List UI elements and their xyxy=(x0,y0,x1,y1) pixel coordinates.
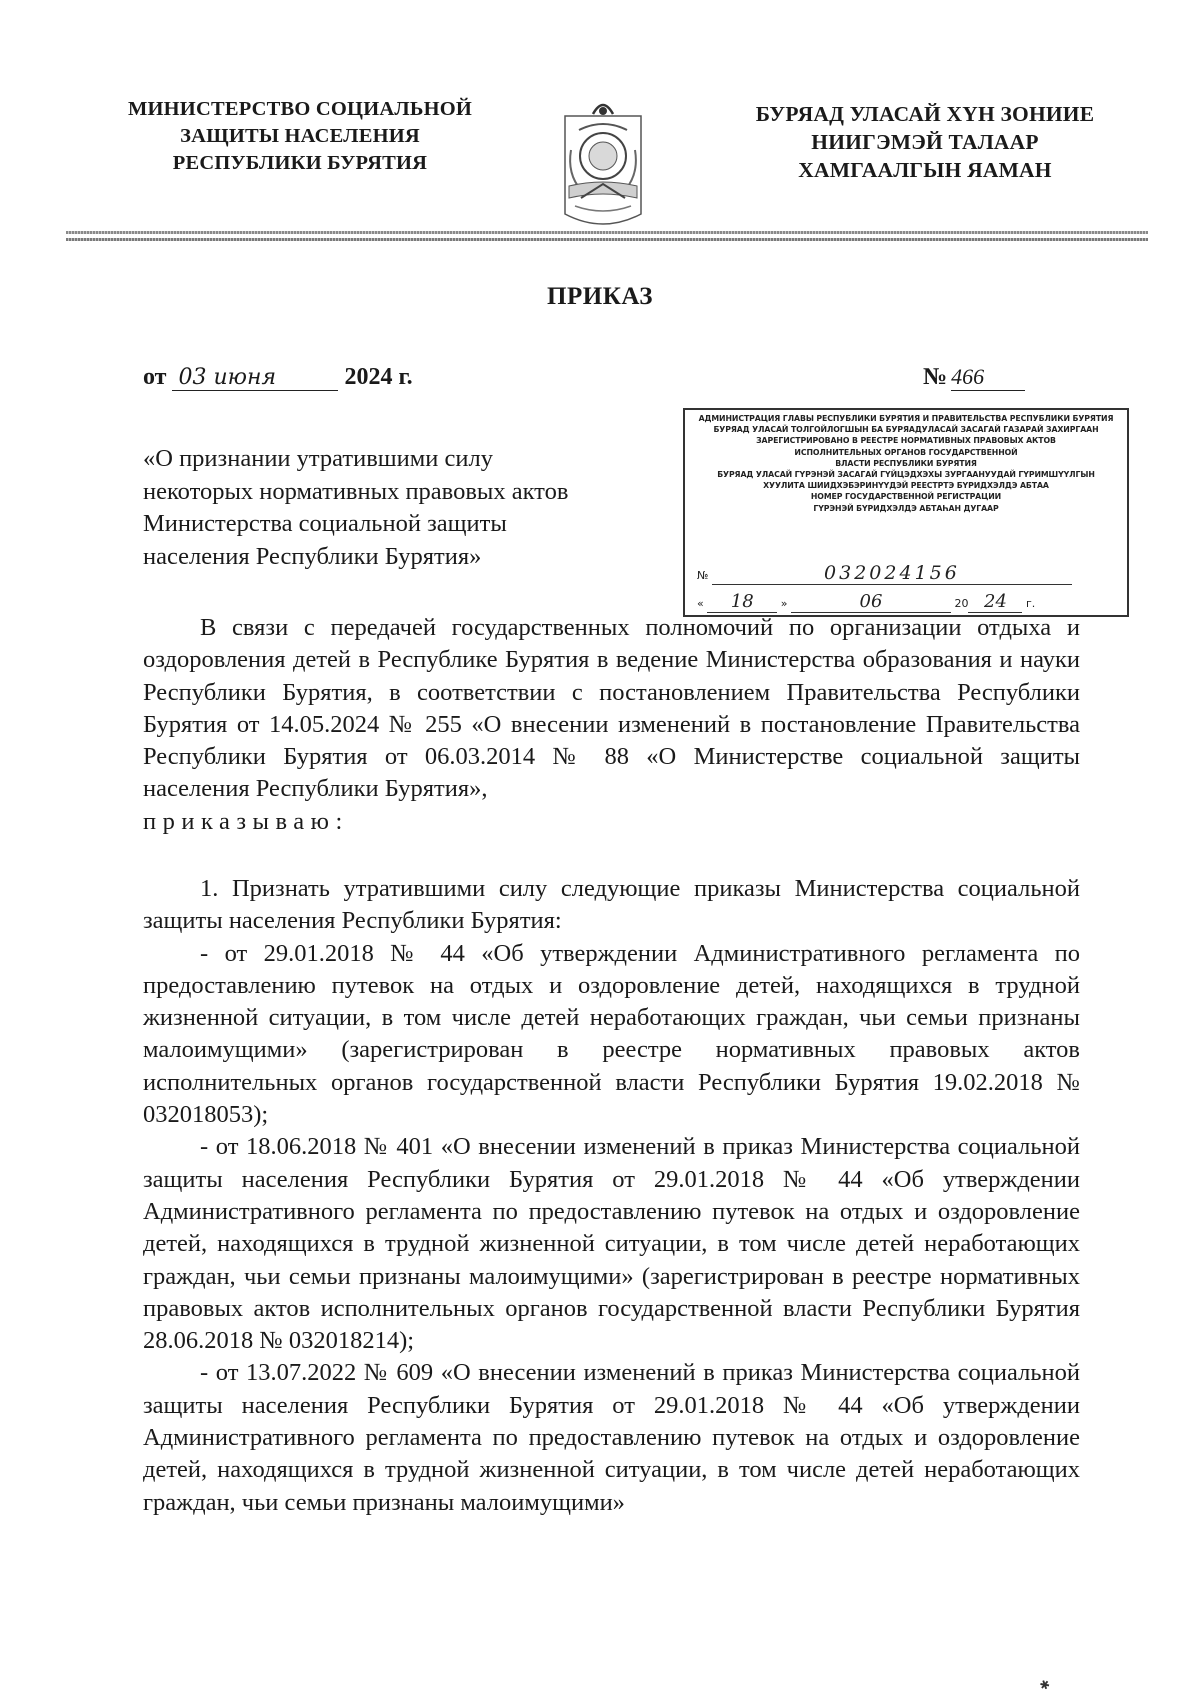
stamp-line: ВЛАСТИ РЕСПУБЛИКИ БУРЯТИЯ xyxy=(835,458,977,468)
subject-line: некоторых нормативных правовых актов xyxy=(143,477,569,505)
stamp-reg-number-row xyxy=(697,562,1117,585)
stamp-quote-open: « xyxy=(697,597,704,610)
stamp-year-letter: г. xyxy=(1025,597,1036,610)
stamp-year: 24 xyxy=(968,591,1022,613)
item-intro: 1. Признать утратившими силу следующие приказы Министерства социальной защиты населения Республики Бурятия: xyxy=(143,875,1080,935)
order-date xyxy=(143,364,413,391)
stamp-line: БУРЯАД УЛАСАЙ ТОЛГОЙЛОГШЫН БА БУРЯАДУЛАСАЙ ЗАСАГАЙ ГАЗАРАЙ ЗАХИРГААН xyxy=(713,425,1099,435)
subject-line: «О признании утратившими силу xyxy=(143,445,493,472)
date-prefix: от xyxy=(143,364,167,390)
order-subject xyxy=(143,443,653,573)
header-divider xyxy=(66,231,1148,243)
ministry-name-russian xyxy=(100,96,500,177)
repealed-order-item: - от 29.01.2018 № 44 «Об утверждении Административного регламента по предоставлению путевок на отдых и оздоровление детей, находящихся в трудной жизненной ситуации, в том числе детей неработающих граждан, чьи семьи признаны малоимущими» (зарегистрирован в реестре нормативных правовых актов исполнительных органов государственной власти Республики Бурятия 19.02.2018 № 032018053); xyxy=(143,939,1080,1129)
stamp-reg-number: 032024156 xyxy=(712,562,1072,585)
ministry-name-line: БУРЯАД УЛАСАЙ ХҮН ЗОНИИЕ xyxy=(755,102,1095,126)
stamp-month: 06 xyxy=(791,591,951,613)
subject-line: Министерства социальной защиты xyxy=(143,510,507,537)
coat-of-arms-icon xyxy=(555,94,651,234)
number-prefix: № xyxy=(923,364,948,390)
handwritten-date: 03 июня xyxy=(172,365,338,391)
stamp-line: БУРЯАД УЛАСАЙ ГҮРЭНЭЙ ЗАСАГАЙ ГҮЙЦЭДХЭХЫ ЗУРГААНУУДАЙ ГҮРИМШҮҮЛГЫН xyxy=(717,470,1095,480)
ministry-name-line: ЗАЩИТЫ НАСЕЛЕНИЯ xyxy=(180,125,420,147)
stamp-line: ГҮРЭНЭЙ БҮРИДХЭЛДЭ АБТАҺАН ДУГААР xyxy=(813,503,999,513)
stamp-line: АДМИНИСТРАЦИЯ ГЛАВЫ РЕСПУБЛИКИ БУРЯТИЯ И ПРАВИТЕЛЬСТВА РЕСПУБЛИКИ БУРЯТИЯ xyxy=(698,414,1114,423)
scan-artifact-icon: ✱ xyxy=(1037,1676,1052,1694)
handwritten-number: 466 xyxy=(951,364,1025,391)
stamp-number-label: № xyxy=(697,569,709,582)
stamp-line: ЗАРЕГИСТРИРОВАНО В РЕЕСТРЕ НОРМАТИВНЫХ ПРАВОВЫХ АКТОВ xyxy=(756,436,1056,446)
ministry-name-line: МИНИСТЕРСТВО СОЦИАЛЬНОЙ xyxy=(127,98,473,120)
stamp-line: ХУУЛИТА ШИИДХЭБЭРИНҮҮДЭЙ РЕЕСТРТЭ БҮРИДХЭЛДЭ АБТАА xyxy=(763,481,1049,491)
stamp-line: ИСПОЛНИТЕЛЬНЫХ ОРГАНОВ ГОСУДАРСТВЕННОЙ xyxy=(794,447,1018,457)
order-word: приказываю: xyxy=(143,807,349,835)
stamp-year-prefix: 20 xyxy=(954,597,969,610)
ministry-name-line: НИИГЭМЭЙ ТАЛААР xyxy=(811,130,1039,154)
repealed-order-item: - от 13.07.2022 № 609 «О внесении изменений в приказ Министерства социальной защиты населения Республики Бурятия от 29.01.2018 № 44 «Об утверждении Административного регламента по предоставлению путевок на отдых и оздоровление детей, находящихся в трудной жизненной ситуации, в том числе детей неработающих граждан, чьи семьи признаны малоимущими» xyxy=(143,1359,1080,1516)
order-year: 2024 г. xyxy=(344,364,413,390)
ministry-name-buryat xyxy=(735,100,1115,184)
stamp-date-row xyxy=(697,591,1117,613)
stamp-quote-close: » xyxy=(780,597,788,610)
document-title: ПРИКАЗ xyxy=(547,283,653,310)
order-number xyxy=(923,364,1025,391)
stamp-day: 18 xyxy=(707,591,777,613)
stamp-line: НОМЕР ГОСУДАРСТВЕННОЙ РЕГИСТРАЦИИ xyxy=(810,492,1002,502)
repealed-order-item: - от 18.06.2018 № 401 «О внесении изменений в приказ Министерства социальной защиты населения Республики Бурятия от 29.01.2018 № 44 «Об утверждении Административного регламента по предоставлению путевок на отдых и оздоровление детей, находящихся в трудной жизненной ситуации, в том числе детей неработающих граждан, чьи семьи признаны малоимущими» (зарегистрирован в реестре нормативных правовых актов исполнительных органов государственной власти Республики Бурятия 28.06.2018 № 032018214); xyxy=(143,1133,1080,1355)
subject-line: населения Республики Бурятия» xyxy=(143,542,482,570)
preamble xyxy=(143,612,1080,838)
preamble-text: В связи с передачей государственных полномочий по организации отдыха и оздоровления детей в Республике Бурятия в ведение Министерства образования и науки Республики Бурятия, в соответствии с постановлением Правительства Республики Бурятия от 14.05.2024 № 255 «О внесении изменений в постановление Правительства Республики Бурятия от 06.03.2014 № 88 «О Министерстве социальной защиты населения Республики Бурятия», xyxy=(143,614,1080,803)
order-items xyxy=(143,873,1080,1519)
ministry-name-line: РЕСПУБЛИКИ БУРЯТИЯ xyxy=(172,152,428,174)
ministry-name-line: ХАМГААЛГЫН ЯАМАН xyxy=(798,158,1052,182)
registration-stamp xyxy=(683,408,1129,617)
